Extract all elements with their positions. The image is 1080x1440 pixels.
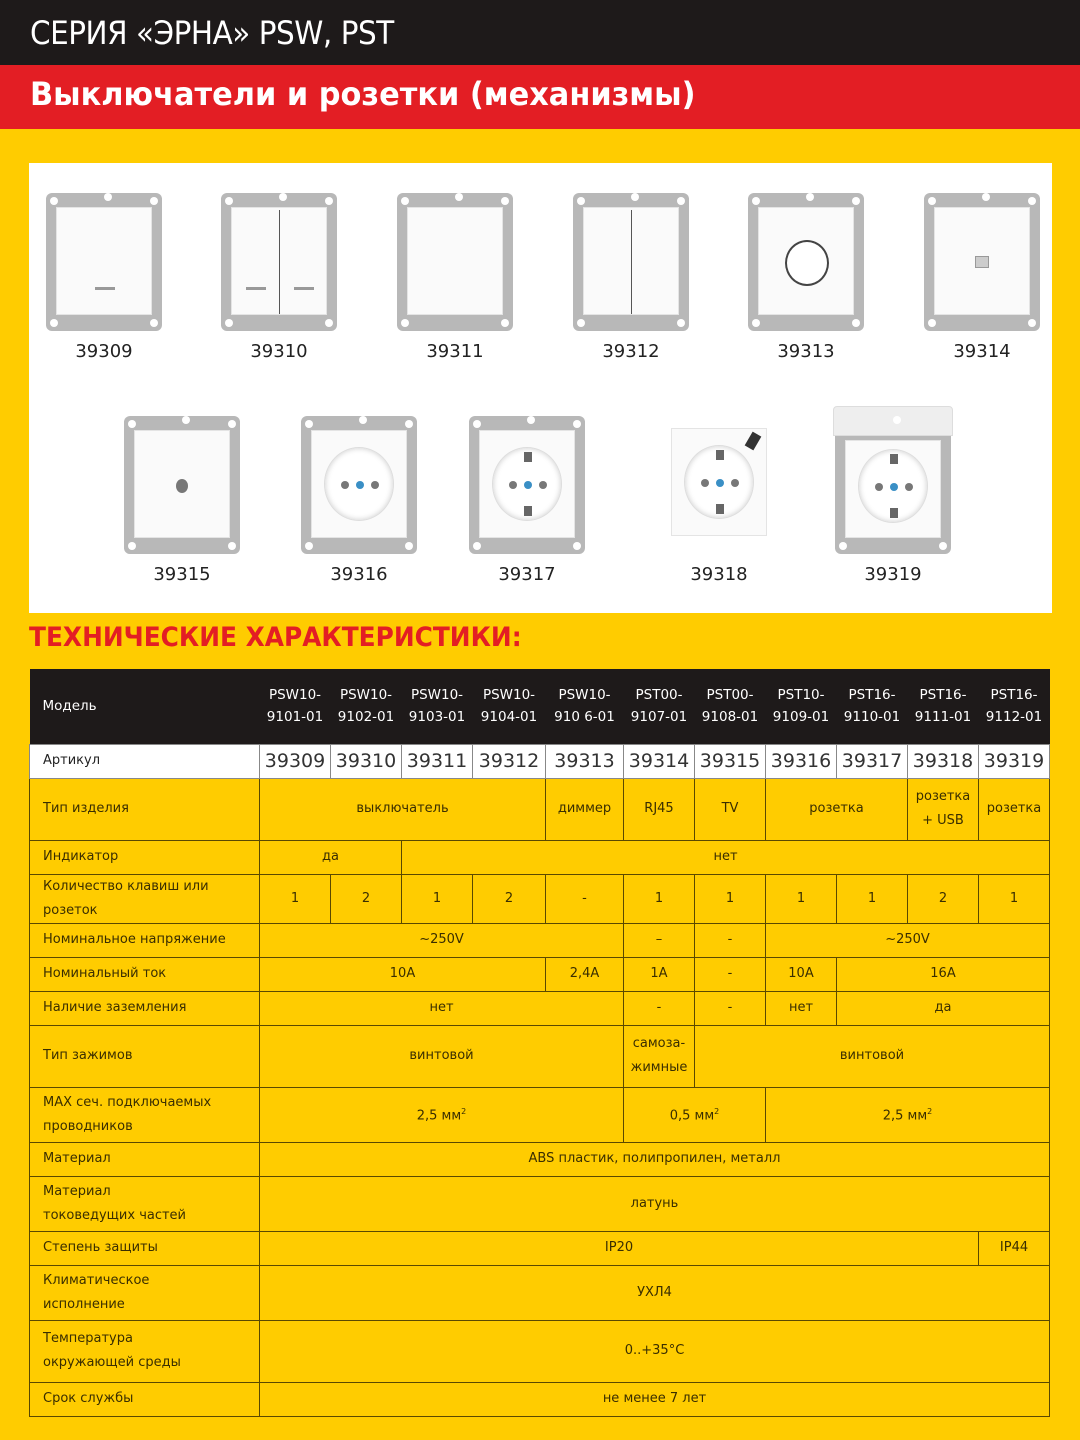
spec-cell: да (260, 840, 402, 874)
spec-cell: выключатель (260, 778, 546, 840)
spec-cell: RJ45 (624, 778, 695, 840)
clamps-row (30, 1025, 1050, 1087)
row-label: Количество клавиш или розеток (30, 874, 260, 923)
ground-row (30, 991, 1050, 1025)
series-header (0, 0, 1080, 65)
article-cell: 39314 (624, 744, 695, 778)
spec-cell: 0,5 $мм^2$ (624, 1087, 766, 1142)
voltage-row (30, 923, 1050, 957)
specs-heading: ТЕХНИЧЕСКИЕ ХАРАКТЕРИСТИКИ: (29, 622, 522, 653)
article-cell: 39312 (473, 744, 546, 778)
row-label: Тип изделия (30, 778, 260, 840)
spec-cell: диммер (546, 778, 624, 840)
product-39316 (289, 416, 429, 585)
model-cell: PSW10- 9103-01 (402, 669, 473, 744)
product-code: 39317 (498, 564, 556, 585)
spec-cell: IP20 (260, 1231, 979, 1265)
spec-cell: 2,4A (546, 957, 624, 991)
spec-cell: 16A (837, 957, 1050, 991)
lifetime-row (30, 1382, 1050, 1416)
row-label: Температура окружающей среды (30, 1320, 260, 1382)
spec-cell: - (695, 923, 766, 957)
product-39311 (385, 193, 525, 362)
rj45-socket-image (924, 193, 1040, 331)
protection-row (30, 1231, 1050, 1265)
row-label: Индикатор (30, 840, 260, 874)
spec-cell: УХЛ4 (260, 1265, 1050, 1320)
spec-cell: розетка + USB (908, 778, 979, 840)
model-cell: PST16- 9112-01 (979, 669, 1050, 744)
spec-cell: TV (695, 778, 766, 840)
dimmer-image (748, 193, 864, 331)
model-cell: PST16- 9110-01 (837, 669, 908, 744)
row-label: Материал токоведущих частей (30, 1176, 260, 1231)
spec-cell: 2 (473, 874, 546, 923)
material-row (30, 1142, 1050, 1176)
product-code: 39312 (602, 341, 660, 362)
spec-cell: 2 (908, 874, 979, 923)
specs-table (29, 669, 1050, 1417)
socket-with-lid-image (835, 416, 951, 554)
model-cell: PSW10- 9101-01 (260, 669, 331, 744)
article-row (30, 744, 1050, 778)
row-label: MAX сеч. подключаемых проводников (30, 1087, 260, 1142)
model-cell: PST00- 9107-01 (624, 669, 695, 744)
switch-single-image (397, 193, 513, 331)
row-label: Климатическое исполнение (30, 1265, 260, 1320)
climate-row (30, 1265, 1050, 1320)
spec-cell: самоза- жимные (624, 1025, 695, 1087)
spec-cell: розетка (979, 778, 1050, 840)
spec-cell: винтовой (695, 1025, 1050, 1087)
spec-cell: нет (260, 991, 624, 1025)
row-label: Срок службы (30, 1382, 260, 1416)
article-cell: 39317 (837, 744, 908, 778)
series-title: СЕРИЯ «ЭРНА» PSW, PST (30, 14, 394, 52)
product-39310 (209, 193, 349, 362)
spec-cell: 2,5 $мм^2$ (260, 1087, 624, 1142)
spec-cell: нет (402, 840, 1050, 874)
spec-cell: 10A (260, 957, 546, 991)
spec-cell: - (546, 874, 624, 923)
spec-cell: 1 (402, 874, 473, 923)
product-39312 (561, 193, 701, 362)
spec-cell: 1 (695, 874, 766, 923)
spec-cell: - (624, 991, 695, 1025)
spec-cell: 0..+35°C (260, 1320, 1050, 1382)
model-cell: PST10- 9109-01 (766, 669, 837, 744)
row-label: Тип зажимов (30, 1025, 260, 1087)
row-label: Номинальное напряжение (30, 923, 260, 957)
switch-double-image (573, 193, 689, 331)
model-cell: PSW10- 9102-01 (331, 669, 402, 744)
usb-socket-image (661, 416, 777, 554)
article-cell: 39311 (402, 744, 473, 778)
spec-cell: 1 (624, 874, 695, 923)
article-cell: 39309 (260, 744, 331, 778)
product-39313 (736, 193, 876, 362)
page-subtitle: Выключатели и розетки (механизмы) (30, 75, 696, 113)
spec-cell: 2,5 $мм^2$ (766, 1087, 1050, 1142)
switch-double-led-image (221, 193, 337, 331)
keys-row (30, 874, 1050, 923)
spec-cell: 1 (837, 874, 908, 923)
spec-cell: ~250V (766, 923, 1050, 957)
indicator-row (30, 840, 1050, 874)
product-code: 39310 (250, 341, 308, 362)
spec-cell: ABS пластик, полипропилен, металл (260, 1142, 1050, 1176)
article-cell: 39316 (766, 744, 837, 778)
product-code: 39318 (690, 564, 748, 585)
product-39318 (649, 416, 789, 585)
spec-cell: винтовой (260, 1025, 624, 1087)
article-cell: 39319 (979, 744, 1050, 778)
tv-socket-image (124, 416, 240, 554)
spec-cell: IP44 (979, 1231, 1050, 1265)
model-cell: PST00- 9108-01 (695, 669, 766, 744)
spec-cell: – (624, 923, 695, 957)
spec-cell: да (837, 991, 1050, 1025)
row-label: Номинальный ток (30, 957, 260, 991)
spec-cell: латунь (260, 1176, 1050, 1231)
product-code: 39313 (777, 341, 835, 362)
product-code: 39316 (330, 564, 388, 585)
spec-cell: ~250V (260, 923, 624, 957)
spec-cell: 1 (766, 874, 837, 923)
grounded-socket-image (469, 416, 585, 554)
spec-cell: 1 (979, 874, 1050, 923)
spec-cell: нет (766, 991, 837, 1025)
product-code: 39319 (864, 564, 922, 585)
spec-cell: 1 (260, 874, 331, 923)
product-code: 39311 (426, 341, 484, 362)
model-label: Модель (30, 669, 260, 744)
product-39317 (457, 416, 597, 585)
spec-cell: 2 (331, 874, 402, 923)
spec-cell: - (695, 957, 766, 991)
article-cell: 39318 (908, 744, 979, 778)
spec-cell: 10A (766, 957, 837, 991)
switch-single-led-image (46, 193, 162, 331)
product-39319 (823, 416, 963, 585)
spec-cell: - (695, 991, 766, 1025)
product-gallery (29, 163, 1052, 613)
article-label: Артикул (30, 744, 260, 778)
section-row (30, 1087, 1050, 1142)
product-39309 (34, 193, 174, 362)
product-code: 39309 (75, 341, 133, 362)
row-label: Наличие заземления (30, 991, 260, 1025)
row-label: Материал (30, 1142, 260, 1176)
type-row (30, 778, 1050, 840)
model-row (30, 669, 1050, 744)
article-cell: 39313 (546, 744, 624, 778)
model-cell: PSW10- 910 6-01 (546, 669, 624, 744)
conductor-row (30, 1176, 1050, 1231)
power-socket-image (301, 416, 417, 554)
spec-cell: не менее 7 лет (260, 1382, 1050, 1416)
product-39315 (112, 416, 252, 585)
article-cell: 39315 (695, 744, 766, 778)
product-code: 39314 (953, 341, 1011, 362)
article-cell: 39310 (331, 744, 402, 778)
spec-cell: 1A (624, 957, 695, 991)
temperature-row (30, 1320, 1050, 1382)
product-39314 (912, 193, 1052, 362)
model-cell: PSW10- 9104-01 (473, 669, 546, 744)
row-label: Степень защиты (30, 1231, 260, 1265)
current-row (30, 957, 1050, 991)
product-code: 39315 (153, 564, 211, 585)
subtitle-bar (0, 65, 1080, 129)
model-cell: PST16- 9111-01 (908, 669, 979, 744)
spec-cell: розетка (766, 778, 908, 840)
